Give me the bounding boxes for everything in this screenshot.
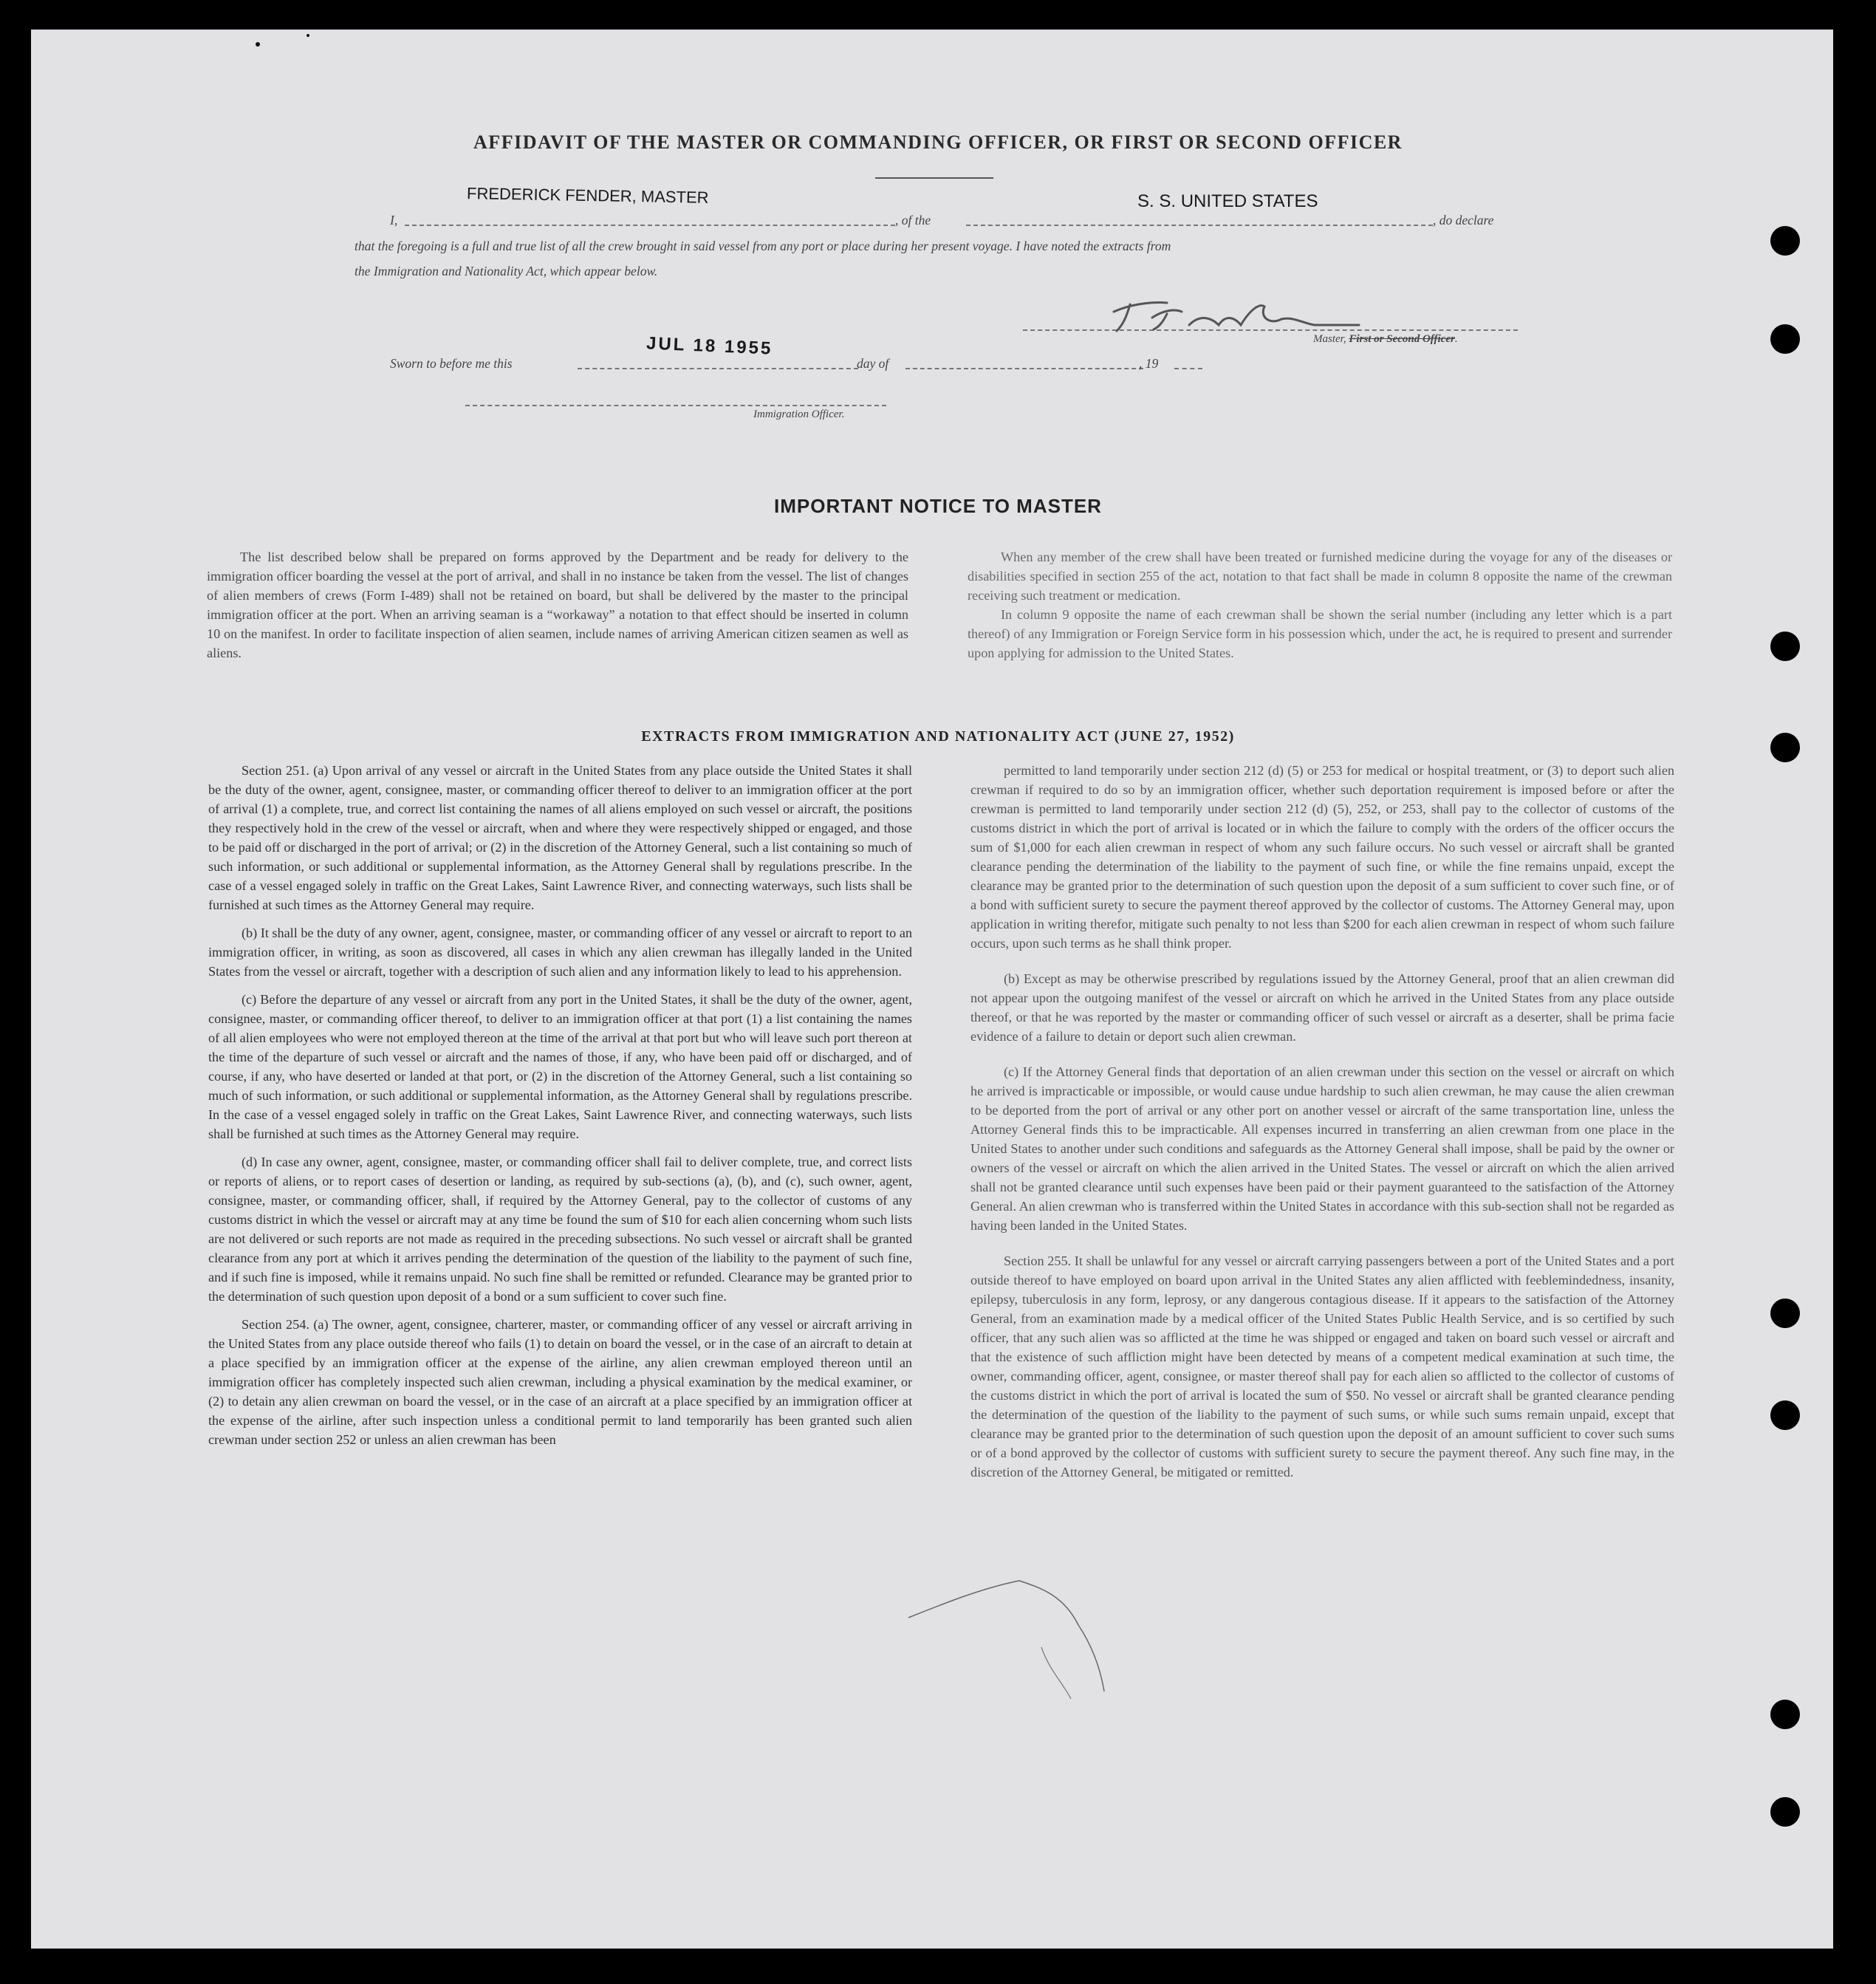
immigration-officer-label: Immigration Officer.: [753, 408, 845, 420]
notice-right-paragraph-1: When any member of the crew shall have been treated or furnished medicine during the voyage for any of the diseases or disabilities specified in section 255 of the act, notation to that fact shall be made in column 8 opposite the name of the crewman receiving such treatment or medication.: [968, 550, 1672, 603]
year-label: , 19: [1139, 356, 1159, 371]
affidavit-title: AFFIDAVIT OF THE MASTER OR COMMANDING OFFICER, OR FIRST OR SECOND OFFICER: [473, 131, 1403, 153]
extract-paragraph: (c) Before the departure of any vessel or aircraft from any port in the United States, it shall be the duty of the owner, agent, consignee, master, or commanding officer thereof, to deliver to an immigration officer at that port (1) a list containing the names of all alien employees who were not employed thereon at the time of the arrival at that port but who will leave such port thereon at the time of the departure of such vessel or aircraft and the names of those, if any, who have been paid off or discharged, and of course, if any, who have deserted or landed at that port, or (2) in the discretion of the Attorney General, such a list containing so much of such information, or such additional or supplemental information, as the Attorney General shall by regulations prescribe. In the case of a vessel engaged solely in traffic on the Great Lakes, Saint Lawrence River, and connecting waterways, such lists shall be furnished at such times as the Attorney General may require.: [208, 992, 912, 1141]
pen-stroke: [1041, 1647, 1071, 1699]
extract-paragraph: Section 255. It shall be unlawful for any vessel or aircraft carrying passengers between a port of the United States and a port outside thereof to have employed on board upon arrival in the United States any alien afflicted with feeblemindedness, insanity, epilepsy, tuberculosis in any form, leprosy, or any dangerous contagious disease. If it appears to the satisfaction of the Attorney General, from an examination made by a medical officer of the United States Public Health Service, and is so certified by such officer, that any such alien was so afflicted at the time he was shipped or engaged and taken on board such vessel or aircraft and that the existence of such affliction might have been detected by means of a competent medical examination at such time, the owner, commanding officer, agent, consignee, or master thereof shall pay for each alien so afflicted to the collector of customs of the customs district in which the port of arrival is located the sum of $50. No vessel or aircraft shall be granted clearance pending the determination of the question of the liability to the payment of such sums, or while such sums remain unpaid, except that clearance may be granted prior to the determination of such question upon the deposit of an amount sufficient to cover such sums or of a bond approved by the collector of customs with sufficient surety to secure the payment thereof. Any such fine may, in the discretion of the Attorney General, be mitigated or remitted.: [970, 1253, 1674, 1480]
declaration-line-2: the Immigration and Nationality Act, which appear below.: [355, 264, 658, 278]
extract-paragraph: (b) Except as may be otherwise prescribed by regulations issued by the Attorney General, proof that an alien crewman did not appear upon the outgoing manifest of the vessel or aircraft on which he arrived in the United States from any place outside thereof, or that he was reported by the master or commanding officer of such vessel or aircraft as a deserter, shall be prima facie evidence of a failure to detain or deport such alien crewman.: [970, 971, 1674, 1044]
date-stamp: JUL 18 1955: [646, 333, 773, 359]
sworn-label: Sworn to before me this: [390, 356, 513, 371]
extract-paragraph: (d) In case any owner, agent, consignee, master, or commanding officer shall fail to deliver complete, true, and correct lists or reports of aliens, or to report cases of desertion or landing, as required by sub-sections (a), (b), and (c), such owner, agent, consignee, master, or commanding officer, shall, if required by the Attorney General, pay to the collector of customs of any customs district in which the vessel or aircraft may at any time be found the sum of $10 for each alien concerning whom such lists are not delivered or such reports are not made as required in the preceding subsections. No such vessel or aircraft shall be granted clearance from any port at which it arrives pending the determination of the question of the liability to the payment of such fine, and if such fine is imposed, while it remains unpaid. No such fine shall be remitted or refunded. Clearance may be granted prior to the determination of such question upon deposit of a bond or a sum sufficient to cover such fine.: [208, 1155, 912, 1304]
master-name: FREDERICK FENDER, MASTER: [466, 184, 709, 207]
do-declare-label: , do declare: [1433, 213, 1494, 228]
i-label: I,: [390, 213, 398, 228]
notice-title: IMPORTANT NOTICE TO MASTER: [774, 495, 1102, 517]
signature-caption-struck: First or Second Officer: [1349, 333, 1455, 345]
declaration-line-1: that the foregoing is a full and true list of all the crew brought in said vessel from any port or place during her present voyage. I have noted the extracts from: [355, 239, 1171, 253]
day-of-label: day of: [857, 356, 889, 371]
extract-paragraph: Section 251. (a) Upon arrival of any vessel or aircraft in the United States from any place outside the United States it shall be the duty of the owner, agent, consignee, master, or commanding officer thereof to deliver to an immigration officer at the port of arrival (1) a complete, true, and correct list containing the names of all aliens employed on such vessel or aircraft, the positions they respectively hold in the crew of the vessel or aircraft, when and where they were respectively shipped or engaged, and those to be paid off or discharged in the port of arrival; or (2) in the discretion of the Attorney General, such a list containing so much of such information, or such additional or supplemental information, as the Attorney General shall by regulations prescribe. In the case of a vessel engaged solely in traffic on the Great Lakes, Saint Lawrence River, and connecting waterways, such lists shall be furnished at such times as the Attorney General may require.: [208, 763, 912, 912]
extract-paragraph: permitted to land temporarily under section 212 (d) (5) or 253 for medical or hospital treatment, or (3) to deport such alien crewman if required to do so by an immigration officer, whether such deportation requirement is imposed before or after the crewman is permitted to land temporarily under section 212 (d) (5), 252, or 253, shall pay to the collector of customs of the customs district in which the port of arrival is located or in which the failure to comply with the orders of the officer occurs the sum of $1,000 for each alien crewman in respect of whom any such failure occurs. No such vessel or aircraft shall be granted clearance pending the determination of the liability to the payment of such fine, or while the fine remains unpaid, except the clearance may be granted prior to the determination of such question upon the deposit of a sum sufficient to cover such fine, or of a bond with sufficient surety to secure the payment thereof approved by the collector of customs. The Attorney General may, upon application in writing therefor, mitigate such penalty to not less than $200 for each alien crewman in respect of whom such failure occurs, upon such terms as he shall think proper.: [970, 763, 1674, 951]
notice-right-paragraph-2: In column 9 opposite the name of each crewman shall be shown the serial number (including any letter which is a part thereof) of any Immigration or Foreign Service form in his possession which, under the act, he is required to present and surrender upon applying for admission to the United States.: [968, 607, 1672, 660]
extract-paragraph: (c) If the Attorney General finds that deportation of an alien crewman under this section on the vessel or aircraft on which he arrived is impracticable or impossible, or would cause undue hardship to such alien crewman, he may cause the alien crewman to be deported from the port of arrival or any other port on another vessel or aircraft of the same transportation line, unless the Attorney General finds this to be impracticable. All expenses incurred in transferring an alien crewman from one place in the United States to another under such conditions and safeguards as the Attorney General shall impose, shall be paid by the owner or owners of the vessel or aircraft on which the alien arrived in the United States. The vessel or aircraft on which the alien arrived shall not be granted clearance until such expenses have been paid or their payment guaranteed to the satisfaction of the Attorney General. An alien crewman who is transferred within the United States in accordance with this sub-section shall not be regarded as having been landed in the United States.: [970, 1064, 1674, 1233]
extract-paragraph: Section 254. (a) The owner, agent, consignee, charterer, master, or commanding officer of any vessel or aircraft arriving in the United States from any place outside thereof who fails (1) to detain on board the vessel, or in the case of an aircraft to detain at a place specified by an immigration officer at the expense of the airline, any alien crewman employed thereon until an immigration officer has completely inspected such alien crewman, including a physical examination by the medical examiner, or (2) to detain any alien crewman on board the vessel, or in the case of an aircraft at a place specified by an immigration officer at the expense of the airline, after such inspection unless a conditional permit to land temporarily has been granted such alien crewman under section 252 or unless an alien crewman has been: [208, 1317, 912, 1447]
notice-left-paragraph: The list described below shall be prepared on forms approved by the Department and be ready for delivery to the immigration officer boarding the vessel at the port of arrival, and shall in no instance be taken from the vessel. The list of changes of alien members of crews (Form I-489) shall not be retained on board, but shall be delivered by the master to the principal immigration officer at the port. When an arriving seaman is a “workaway” a notation to that effect should be inserted in column 10 on the manifest. In order to facilitate inspection of alien seamen, include names of arriving American citizen seamen as well as aliens.: [207, 550, 908, 660]
vessel-name: S. S. UNITED STATES: [1137, 191, 1318, 211]
signature-caption-prefix: Master,: [1313, 333, 1349, 345]
of-the-label: , of the: [895, 213, 931, 228]
signature-caption-suffix: .: [1454, 333, 1458, 345]
pen-stroke: [908, 1581, 1104, 1691]
extracts-title: EXTRACTS FROM IMMIGRATION AND NATIONALITY ACT (JUNE 27, 1952): [641, 728, 1235, 745]
master-signature: [1114, 303, 1359, 332]
extract-paragraph: (b) It shall be the duty of any owner, agent, consignee, master, or commanding officer of any vessel or aircraft to report to an immigration officer, in writing, as soon as discovered, all cases in which any alien crewman has illegally landed in the United States from the vessel or aircraft, together with a description of such alien and any information likely to lead to his apprehension.: [208, 926, 912, 979]
